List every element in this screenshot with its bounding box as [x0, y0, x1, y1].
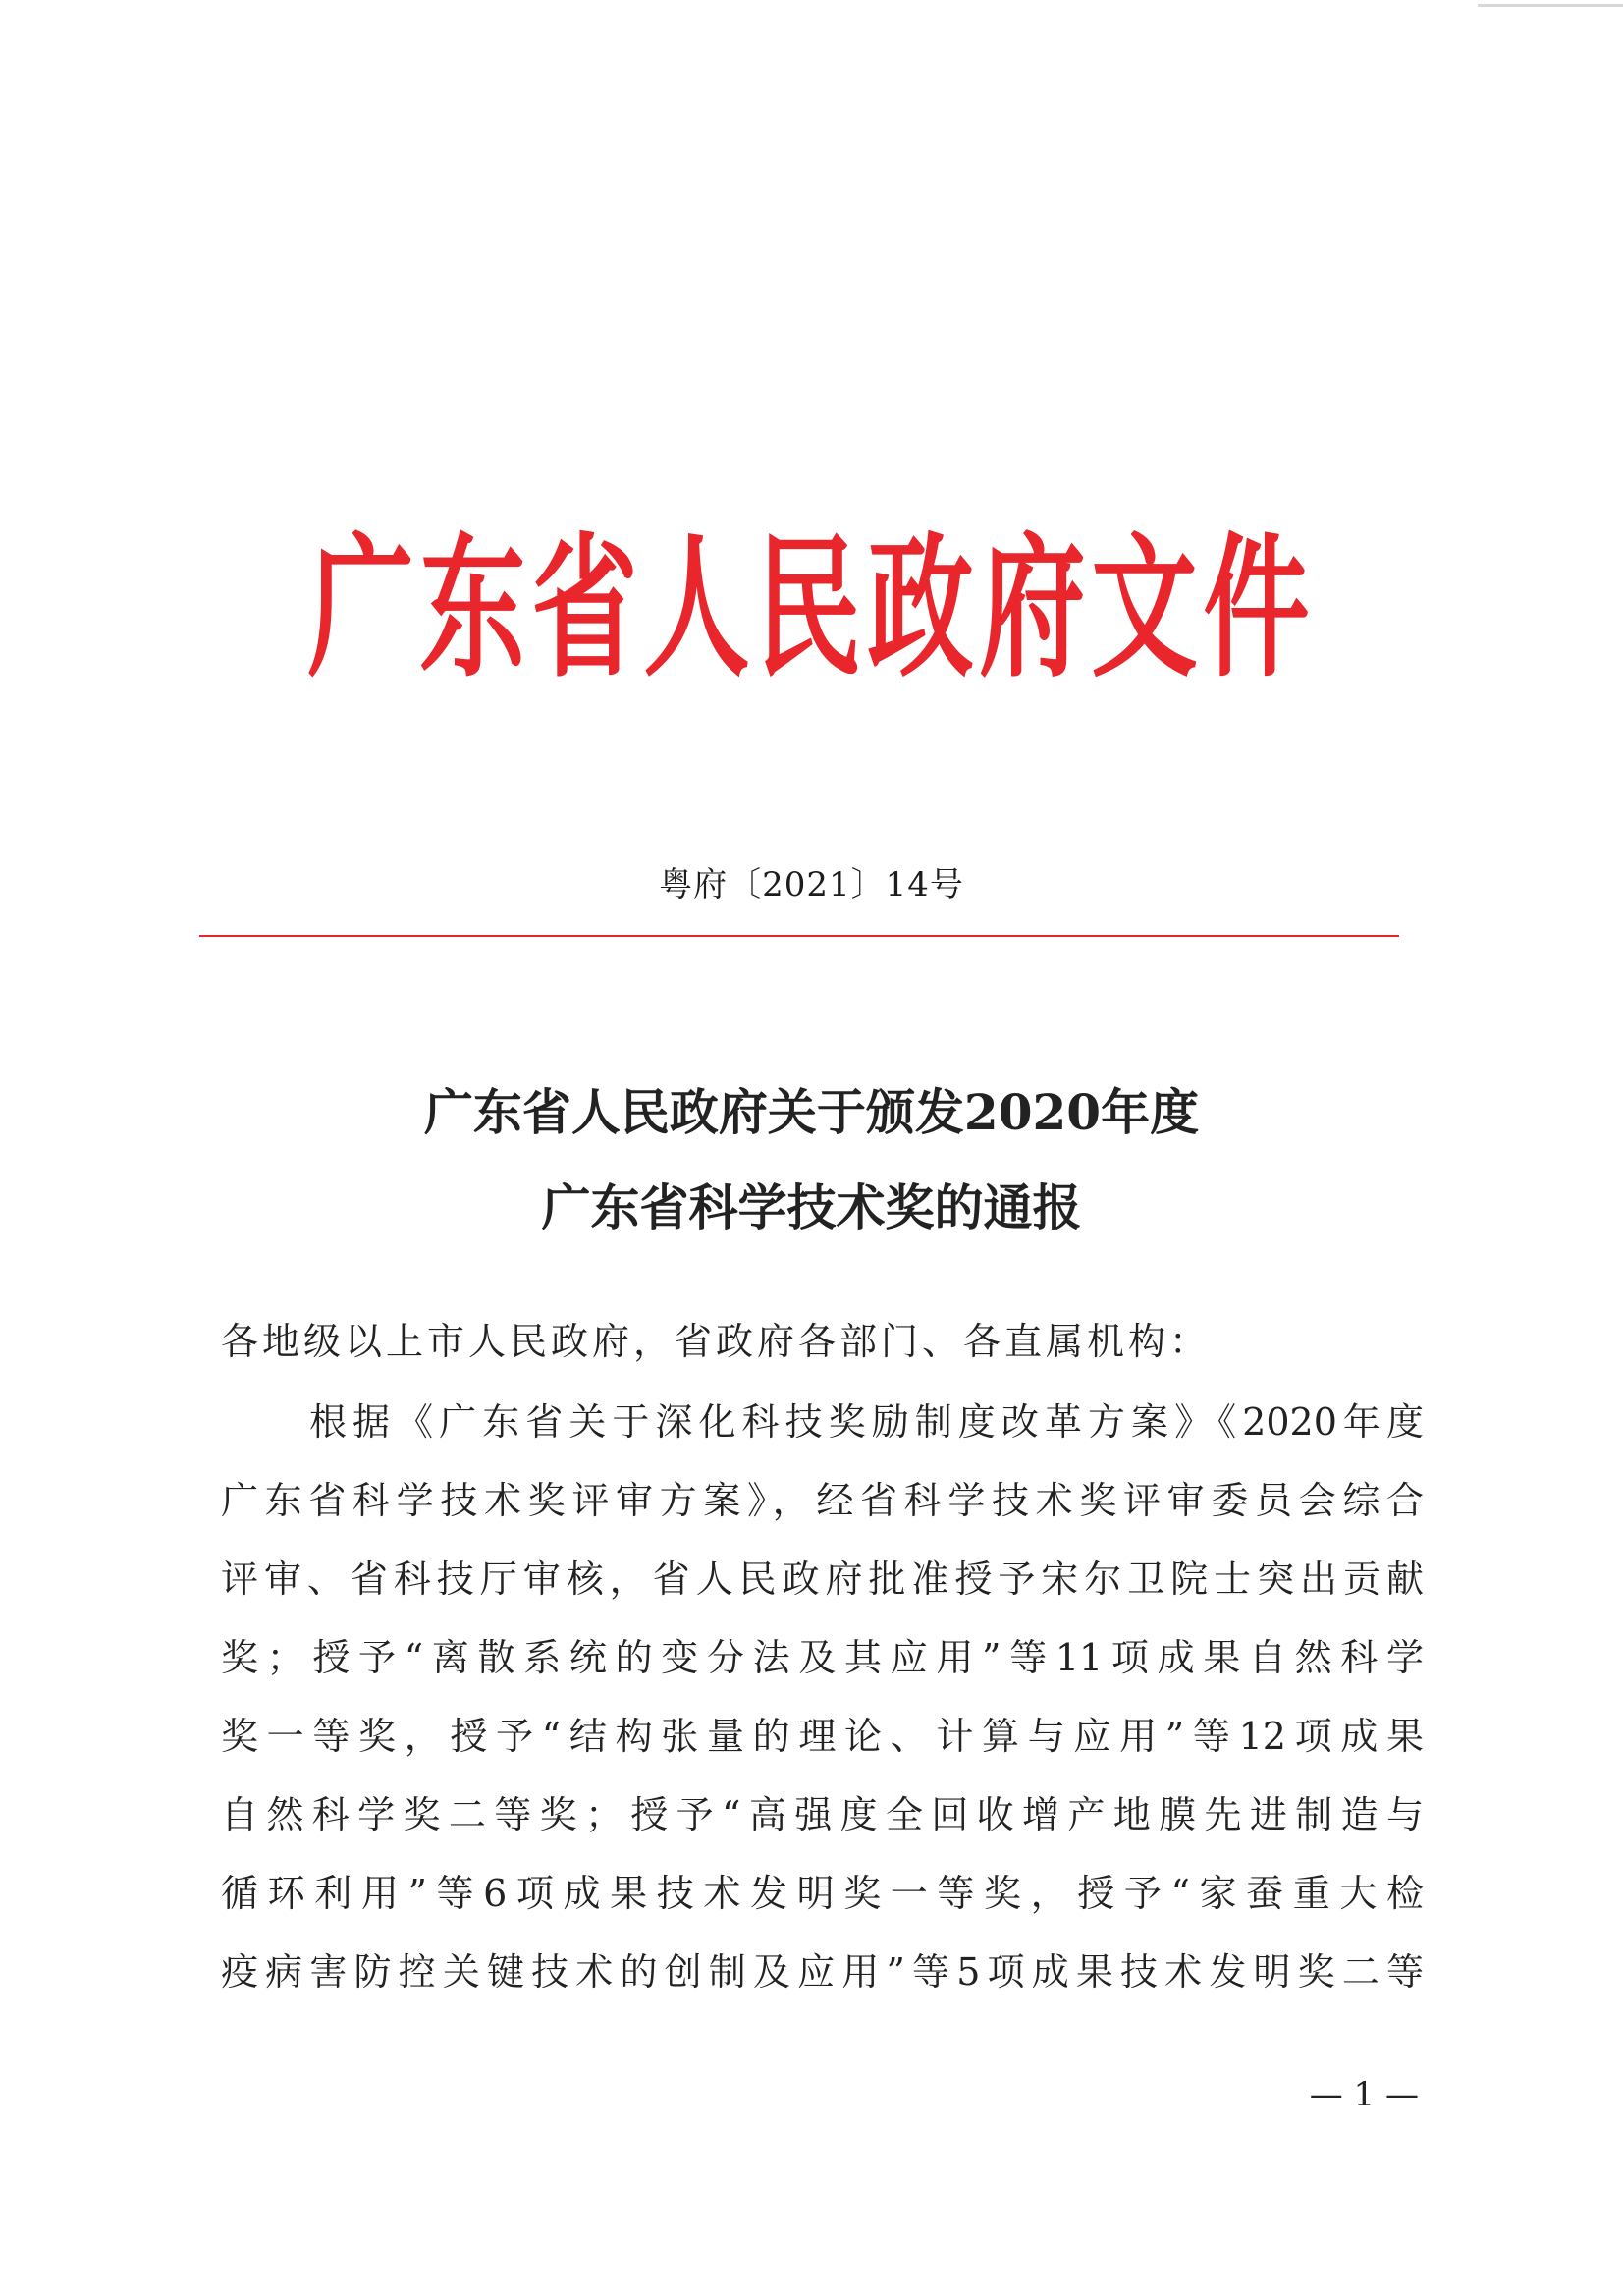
body-line: 评审、省科技厅审核，省人民政府批准授予宋尔卫院士突出贡献 — [221, 1558, 1424, 1601]
document-number: 粤府〔2021〕14号 — [659, 865, 964, 904]
red-divider-line — [199, 935, 1399, 937]
body-line: 奖；授予“离散系统的变分法及其应用”等11项成果自然科学 — [221, 1636, 1424, 1679]
body-line: 根据《广东省关于深化科技奖励制度改革方案》《2020年度 — [309, 1400, 1424, 1444]
body-line: 自然科学奖二等奖；授予“高强度全回收增产地膜先进制造与 — [221, 1793, 1424, 1836]
scan-edge-mark — [1478, 4, 1623, 7]
body-line: 广东省科学技术奖评审方案》，经省科学技术奖评审委员会综合 — [221, 1479, 1424, 1522]
masthead-title: 广东省人民政府文件 — [307, 519, 1316, 699]
body-line: 奖一等奖，授予“结构张量的理论、计算与应用”等12项成果 — [221, 1715, 1424, 1758]
body-line: 循环利用”等6项成果技术发明奖一等奖，授予“家蚕重大检 — [221, 1872, 1424, 1915]
salutation: 各地级以上市人民政府，省政府各部门、各直属机构： — [221, 1320, 1212, 1363]
body-line: 疫病害防控关键技术的创制及应用”等5项成果技术发明奖二等 — [221, 1950, 1424, 1994]
page-number: — 1 — — [1309, 2075, 1419, 2114]
notice-title-line-1: 广东省人民政府关于颁发2020年度 — [423, 1083, 1200, 1141]
notice-title-line-2: 广东省科学技术奖的通报 — [541, 1178, 1082, 1236]
